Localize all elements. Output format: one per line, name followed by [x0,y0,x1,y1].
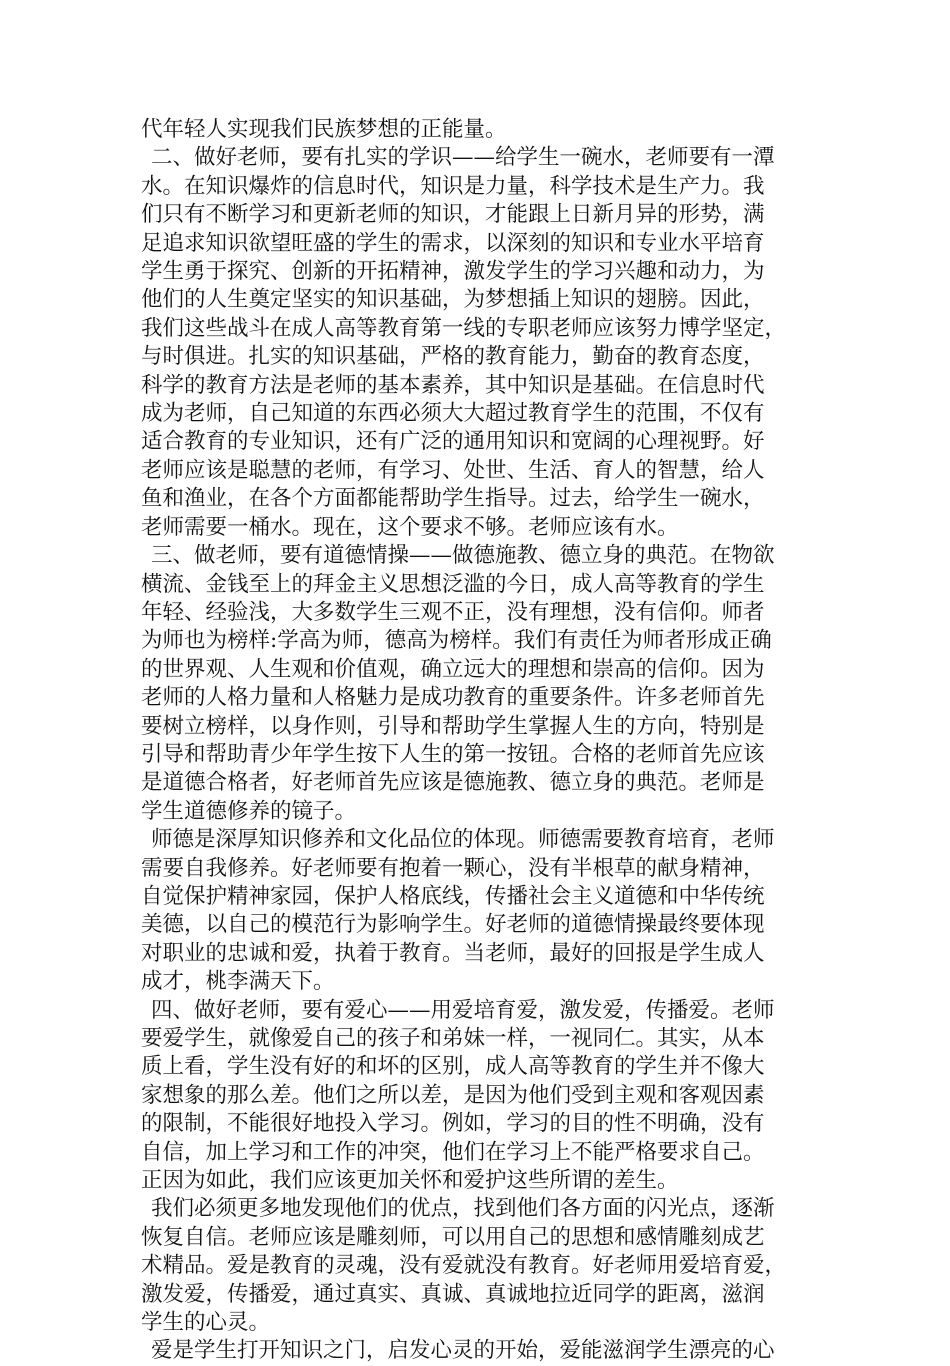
text-line: 自觉保护精神家园，保护人格底线，传播社会主义道德和中华传统 [141,883,765,909]
text-line: 的限制，不能很好地投入学习。例如，学习的目的性不明确，没有 [141,1111,765,1137]
text-line: 三、做老师，要有道德情操——做德施教、德立身的典范。在物欲 [151,543,775,569]
text-line: 自信，加上学习和工作的冲突，他们在学习上不能严格要求自己。 [141,1139,765,1165]
text-line: 与时俱进。扎实的知识基础，严格的教育能力，勤奋的教育态度， [141,344,765,370]
text-line: 为师也为榜样:学高为师，德高为榜样。我们有责任为师者形成正确 [141,628,772,654]
text-line: 老师的人格力量和人格魅力是成功教育的重要条件。许多老师首先 [141,685,765,711]
text-line: 老师应该是聪慧的老师，有学习、处世、生活、育人的智慧，给人 [141,457,765,483]
text-line: 老师需要一桶水。现在，这个要求不够。老师应该有水。 [141,514,679,540]
text-line: 他们的人生奠定坚实的知识基础，为梦想插上知识的翅膀。因此， [141,287,765,313]
text-line: 恢复自信。老师应该是雕刻师，可以用自己的思想和感情雕刻成艺 [141,1224,765,1250]
paragraph-6 [141,1195,809,1337]
text-line: 二、做好老师，要有扎实的学识——给学生一碗水，老师要有一潭 [151,145,775,171]
text-line: 是道德合格者，好老师首先应该是德施教、德立身的典范。老师是 [141,770,765,796]
text-line: 质上看，学生没有好的和坏的区别，成人高等教育的学生并不像大 [141,1054,765,1080]
text-line: 我们必须更多地发现他们的优点，找到他们各方面的闪光点，逐渐 [151,1196,775,1222]
text-line: 科学的教育方法是老师的基本素养，其中知识是基础。在信息时代 [141,372,765,398]
text-line: 激发爱，传播爱，通过真实、真诚、真诚地拉近同学的距离，滋润 [141,1281,765,1307]
paragraph-4 [141,826,809,996]
text-line: 水。在知识爆炸的信息时代，知识是力量，科学技术是生产力。我 [141,173,765,199]
text-line: 成为老师，自己知道的东西必须大大超过教育学生的范围，不仅有 [141,401,765,427]
text-line: 适合教育的专业知识，还有广泛的通用知识和宽阔的心理视野。好 [141,429,765,455]
text-line: 对职业的忠诚和爱，执着于教育。当老师，最好的回报是学生成人 [141,940,765,966]
paragraph-1 [141,116,809,144]
text-line: 成才，桃李满天下。 [141,969,335,995]
paragraph-3 [141,542,809,826]
text-line: 年轻、经验浅，大多数学生三观不正，没有理想，没有信仰。师者 [141,599,765,625]
text-line: 爱是学生打开知识之门，启发心灵的开始，爱能滋润学生漂亮的心 [151,1338,775,1364]
paragraph-2 [141,144,809,542]
text-line: 的世界观、人生观和价值观，确立远大的理想和崇高的信仰。因为 [141,656,765,682]
text-line: 学生勇于探究、创新的开拓精神，激发学生的学习兴趣和动力，为 [141,259,765,285]
text-line: 术精品。爱是教育的灵魂，没有爱就没有教育。好老师用爱培育爱， [141,1253,787,1279]
text-line: 引导和帮助青少年学生按下人生的第一按钮。合格的老师首先应该 [141,741,765,767]
text-line: 代年轻人实现我们民族梦想的正能量。 [141,117,507,142]
text-line: 正因为如此，我们应该更加关怀和爱护这些所谓的差生。 [141,1168,679,1194]
text-line: 师德是深厚知识修养和文化品位的体现。师德需要教育培育，老师 [151,827,775,853]
text-line: 们只有不断学习和更新老师的知识，才能跟上日新月异的形势，满 [141,202,765,228]
text-line: 要爱学生，就像爱自己的孩子和弟妹一样，一视同仁。其实，从本 [141,1026,765,1051]
paragraph-5 [141,997,809,1196]
text-line: 四、做好老师，要有爱心——用爱培育爱，激发爱，传播爱。老师 [151,997,775,1023]
text-line: 足追求知识欲望旺盛的学生的需求，以深刻的知识和专业水平培育 [141,230,765,256]
text-line: 学生的心灵。 [141,1310,271,1336]
document-body [141,116,809,1366]
text-line: 要树立榜样，以身作则，引导和帮助学生掌握人生的方向，特别是 [141,713,765,739]
text-line: 需要自我修养。好老师要有抱着一颗心，没有半根草的献身精神， [141,855,765,881]
text-line: 学生道德修养的镜子。 [141,798,357,824]
text-line: 家想象的那么差。他们之所以差，是因为他们受到主观和客观因素 [141,1082,765,1108]
text-line: 美德，以自己的模范行为影响学生。好老师的道德情操最终要体现 [141,912,765,938]
text-line: 我们这些战斗在成人高等教育第一线的专职老师应该努力博学坚定， [141,315,787,341]
text-line: 横流、金钱至上的拜金主义思想泛滥的今日，成人高等教育的学生 [141,571,765,597]
text-line: 鱼和渔业，在各个方面都能帮助学生指导。过去，给学生一碗水， [141,486,765,512]
paragraph-7 [141,1337,809,1365]
